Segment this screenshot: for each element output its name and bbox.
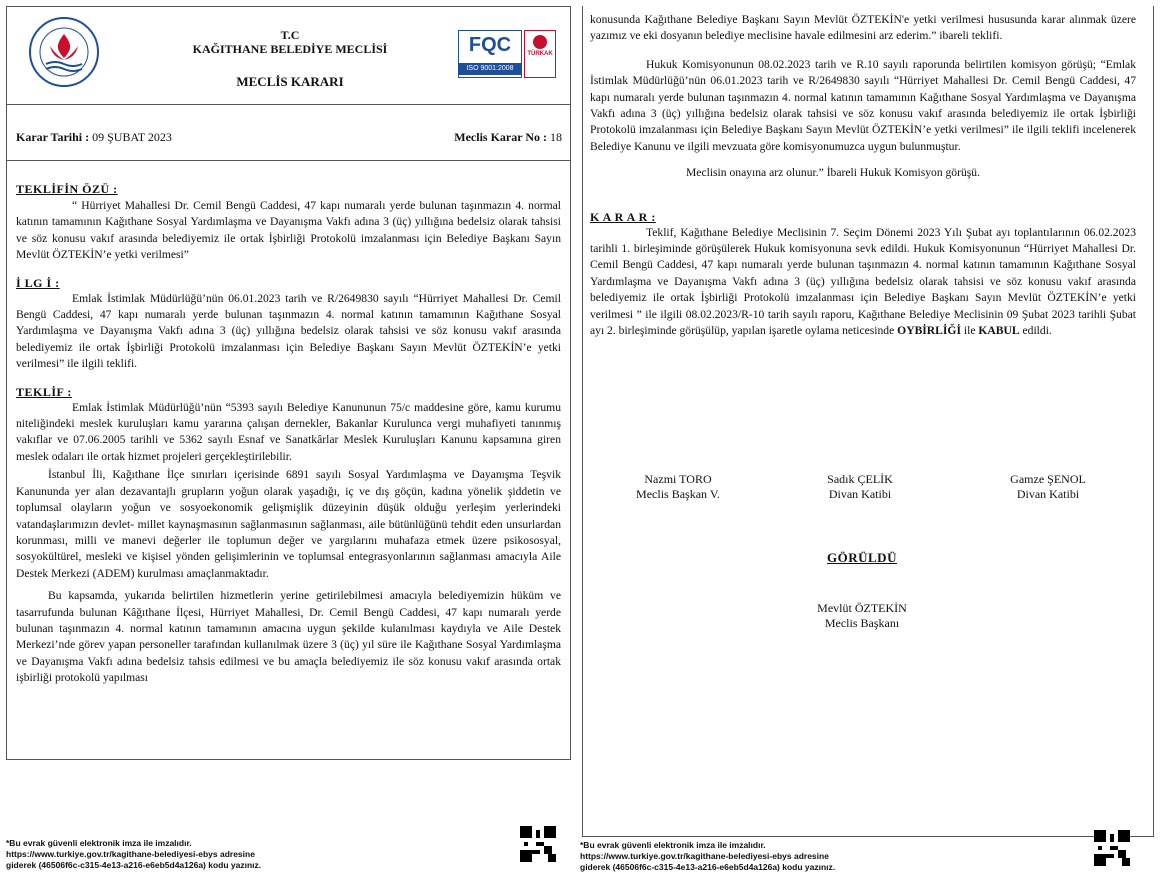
turkak-emblem-icon: [533, 35, 547, 49]
mayor-signature: [784, 601, 940, 631]
turkak-logo: [524, 30, 556, 78]
decision-number: [454, 130, 562, 145]
karar-text: [590, 225, 1136, 340]
signatory-1: [618, 472, 738, 502]
karar-unanimous: OYBİRLİĞİ: [897, 324, 961, 338]
decision-date-label: Karar Tarihi :: [16, 130, 90, 144]
right-footer-line1: *Bu evrak güvenli elektronik imza ile imzalıdır.: [580, 840, 766, 850]
signatory-3-name: Gamze ŞENOL: [1010, 472, 1086, 486]
signatory-1-title: Meclis Başkan V.: [636, 487, 720, 501]
meta-divider: [6, 160, 570, 161]
fqc-logo-text: FQC: [468, 34, 512, 56]
decision-number-value: 18: [550, 130, 562, 144]
signatory-2: [800, 472, 920, 502]
municipality-logo: [28, 16, 100, 88]
mayor-title: Meclis Başkanı: [824, 616, 900, 630]
left-footer-line2: https://www.turkiye.gov.tr/kagithane-belediyesi-ebys adresine: [6, 849, 255, 859]
header-tc: T.C: [280, 28, 300, 42]
right-body: [590, 12, 1136, 340]
iso-label: ISO 9001:2008: [459, 63, 521, 75]
signatory-2-name: Sadık ÇELİK: [827, 472, 893, 486]
goruldu-title: GÖRÜLDÜ: [827, 550, 897, 565]
karar-end: edildi.: [1022, 324, 1052, 338]
left-body: [16, 182, 561, 687]
commission-paragraph-1: Hukuk Komisyonunun 08.02.2023 tarih ve R.10 sayılı raporunda belirtilen komisyon görüşü; “Emlak İstimlak Müdürlüğü’nün 06.01.2023 tarih ve R/2649830 sayılı “Hürriyet Mahallesi Dr. Cemil Bengü Caddesi, 47 kapı numaralı yerde bulunan taşınmazın 4. normal katının tamamının Kağıthane Sosyal Yardımlaşma ve Dayanışma Vakfı adına 3 (üç) yıllığına bedelsiz olarak tahsisi ve söz konusu vakıf arasında belediyemiz ile ortak İşbirliği Protokolü imzalanması için Belediye Başkanı Sayın Mevlüt ÖZTEKİN’e yetki verilmesi” ile ilgili teklifi incelenerek Belediye Kanunu ve ilgili mevzuata göre komisyonumuzca uygun bulunmuştur.: [590, 57, 1136, 153]
decision-date-value: 09 ŞUBAT 2023: [92, 130, 172, 144]
teklifin-ozu-title: TEKLİFİN ÖZÜ :: [16, 182, 118, 196]
decision-date: [16, 130, 172, 145]
karar-title: K A R A R :: [590, 209, 656, 224]
header-divider: [6, 104, 570, 105]
right-footer: [580, 840, 1000, 873]
continuation-text: konusunda Kağıthane Belediye Başkanı Sayın Mevlüt ÖZTEKİN'e yetki verilmesi hususunda karar alınmak üzere yazımız ve eki dosyanın belediye meclisine havale edilmesini arz ederim.” ibareli teklifi.: [590, 13, 1136, 43]
teklif-title: TEKLİF :: [16, 384, 72, 399]
left-footer-line3: giderek (46506f6c-c315-4e13-a216-e6eb5d4a126a) kodu yazınız.: [6, 860, 262, 870]
header-title-block: [160, 28, 420, 90]
teklifin-ozu-text: “ Hürriyet Mahallesi Dr. Cemil Bengü Caddesi, 47 kapı numaralı yerde bulunan taşınmazın 4. normal katının tamamının Kağıthane Sosyal Yardımlaşma ve Dayanışma Vakfı adına 3 (üç) yıllığına bedelsiz olarak tahsisi ve söz konusu vakıf arasında belediyemiz ile ortak İşbirliği Protokolü imzalanması için Belediye Başkanı Sayın Mevlüt ÖZTEKİN’e yetki verilmesi”: [16, 199, 561, 262]
right-footer-line3: giderek (46506f6c-c315-4e13-a216-e6eb5d4a126a) kodu yazınız.: [580, 862, 836, 872]
signatory-3: [988, 472, 1108, 502]
left-footer: [6, 838, 426, 871]
left-page: [0, 0, 574, 878]
decision-number-label: Meclis Karar No :: [454, 130, 547, 144]
karar-accepted: KABUL: [978, 324, 1020, 338]
karar-text-body: Teklif, Kağıthane Belediye Meclisinin 7. Seçim Dönemi 2023 Yılı Şubat ayı toplantılarının 06.02.2023 tarihli 1. birleşiminde görüşülerek Hukuk komisyonuna sevk edildi. Hukuk Komisyonunun “Hürriyet Mahallesi Dr. Cemil Bengü Caddesi, 47 kapı numaralı yerde bulunan taşınmazın 4. normal katının tamamının Kağıthane Sosyal Yardımlaşma ve Dayanışma Vakfı adına 3 (üç) yıllığına bedelsiz olarak tahsisi ve söz konusu vakıf arasında belediyemiz ile ortak İşbirliği Protokolü imzalanması için Belediye Başkanı Sayın Mevlüt ÖZTEKİN’e yetki verilmesi ” ile ilgili 08.02.2023/R-10 tarih sayılı raporu, Kağıthane Belediye Meclisinin 09 Şubat 2023 tarihli Şubat ayı 2. birleşiminde görüşülüp, yapılan işaretle oylama neticesinde: [590, 225, 1136, 338]
right-qr-code: [1094, 830, 1130, 866]
left-qr-code: [520, 826, 556, 862]
right-footer-line2: https://www.turkiye.gov.tr/kagithane-belediyesi-ebys adresine: [580, 851, 829, 861]
commission-paragraph-2: Meclisin onayına arz olunur.” İbareli Hukuk Komisyon görüşü.: [686, 166, 980, 180]
header-doc-type: MECLİS KARARI: [236, 74, 344, 89]
karar-with: ile: [963, 324, 976, 338]
signatory-1-name: Nazmi TORO: [644, 472, 712, 486]
right-page: [580, 0, 1160, 878]
mayor-name: Mevlüt ÖZTEKİN: [817, 601, 907, 615]
signatory-3-title: Divan Katibi: [1016, 487, 1080, 501]
teklif-paragraph-3: Bu kapsamda, yukarıda belirtilen hizmetlerin yerine getirilebilmesi amacıyla belediyemizin hüküm ve tasarrufunda bulunan Kâğıthane İlçesi, Hürriyet Mahallesi, Dr. Cemil Bengü Caddesi, 47 kapı numaralı yerde bulunan taşınmazın 4. normal katının tamamının amacına uygun şekilde kulanılması kaydıyla ve Aile Destek Merkezi’nde görev yapan personeller tarafından kullanılmak üzere 3 (üç) yıl süre ile Kağıthane Sosyal Yardımlaşma ve Dayanışma Vakfı adına bedelsiz tahsis edilmesi ve bu amaçla belediyemiz ile söz konusu vakıf arasında ortak işbirliği protokolü yapılması: [16, 589, 561, 685]
turkak-label: TÜRKAK: [527, 51, 553, 57]
ilgi-title: İ LG İ :: [16, 275, 60, 290]
left-footer-line1: *Bu evrak güvenli elektronik imza ile imzalıdır.: [6, 838, 192, 848]
ilgi-text: Emlak İstimlak Müdürlüğü’nün 06.01.2023 tarih ve R/2649830 sayılı “Hürriyet Mahallesi Dr. Cemil Bengü Caddesi, 47 kapı numaralı yerde bulunan taşınmazın 4. normal katının tamamının Kağıthane Sosyal Yardımlaşma ve Dayanışma Vakfı adına 3 (üç) yıllığına bedelsiz olarak tahsisi ve söz konusu vakıf arasında belediyemiz ile ortak İşbirliği Protokolü imzalanması için Belediye Başkanı Sayın Mevlüt ÖZTEKİN’e yetki verilmesi” ile ilgili teklifi.: [16, 291, 561, 371]
teklif-paragraph-2: İstanbul İli, Kağıthane İlçe sınırları içerisinde 6891 sayılı Sosyal Yardımlaşma ve Dayanışma Teşvik Kanununda yer alan dezavantajlı grupların yoğun olarak yaşadığı, iç ve dış göçün, kadına yönelik şiddetin ve toplumsal olayların yoğun ve sosyoekonomik gelişmişlik düzeyinin düşük olduğu yerleşim yerlerindeki vatandaşlarımızın devlet- millet kaynaşmasının sağlanmasının sağlanması, aile bütünlüğünü tehdit eden unsurlardan korunması, milli ve manevi değerler ile toplumun değer ve yargılarını muhafaza etmek üzere psikososyal, sosyokültürel, mesleki ve kişisel yönden gelişimlerinin ve toplumsal entegrasyonlarının sağlanması amacıyla Aile Destek Merkezi (ADEM) kurulması amaçlanmaktadır.: [16, 468, 561, 580]
fqc-cert-logo: [458, 30, 522, 78]
signatory-2-title: Divan Katibi: [828, 487, 892, 501]
header-council-name: KAĞITHANE BELEDİYE MECLİSİ: [192, 42, 388, 56]
teklif-paragraph-1: Emlak İstimlak Müdürlüğü’nün “5393 sayılı Belediye Kanununun 75/c maddesine göre, kamu kurumu niteliğindeki meslek kuruluşları kamu yararına çalışan dernekler, Bakanlar Kurulunca vergi muhafiyeti tanınmış vakıflar ve 07.06.2005 tarihli ve 5362 sayılı Esnaf ve Sanatkârlar Meslek Kuruluşları Kanunu kapsamına giren meslek odaları ile ortak hizmet projeleri gerçekleştirilebilir.: [16, 400, 561, 463]
